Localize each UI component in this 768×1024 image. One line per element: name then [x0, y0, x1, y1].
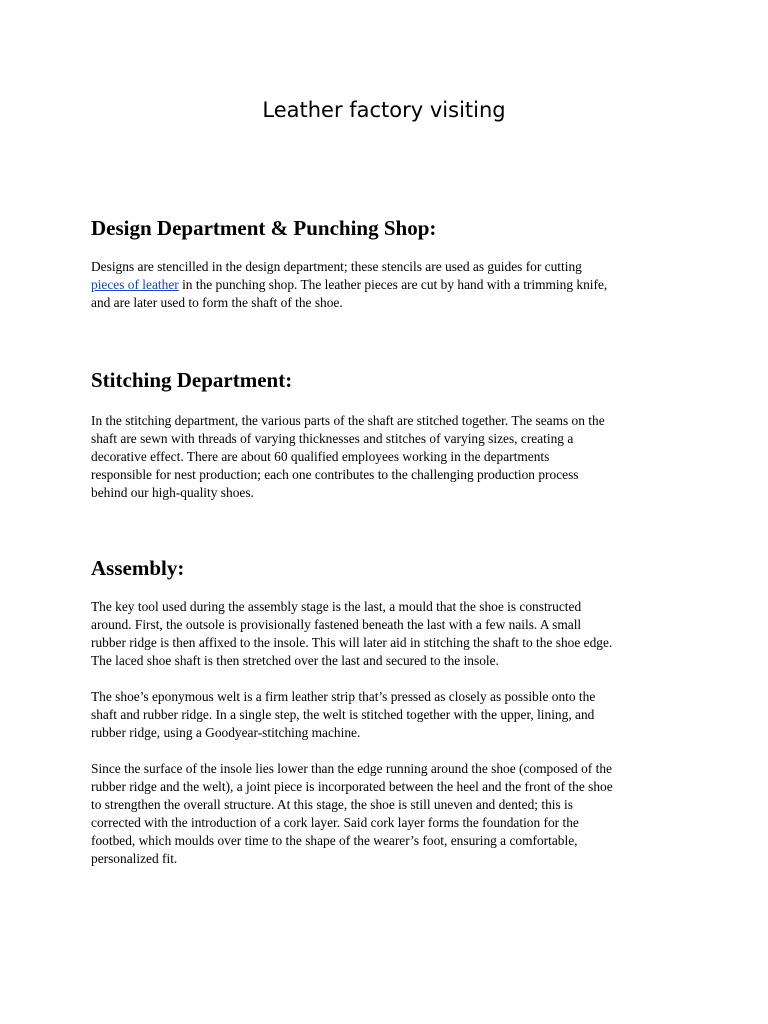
- paragraph-text: Designs are stencilled in the design department; these stencils are used as guides for cutting: [91, 259, 582, 274]
- section-heading-assembly: Assembly:: [91, 556, 185, 580]
- document-title: Leather factory visiting: [262, 98, 506, 122]
- paragraph-design: [91, 258, 691, 312]
- paragraph-text: in the punching shop. The leather pieces are cut by hand with a trimming knife, and are later used to form the shaft of the shoe.: [91, 276, 608, 310]
- paragraph-assembly-3: Since the surface of the insole lies lower than the edge running around the shoe (composed of the rubber ridge and the welt), a joint piece is incorporated between the heel and the front of the shoe to strengthen the overall structure. At this stage, the shoe is still uneven and dented; this is corrected with the introduction of a cork layer. Said cork layer forms the foundation for the footbed, which moulds over time to the shape of the wearer’s foot, ensuring a comfortable, personalized fit.: [91, 761, 613, 866]
- pieces-of-leather-link[interactable]: pieces of leather: [91, 276, 179, 292]
- paragraph-assembly-1: The key tool used during the assembly stage is the last, a mould that the shoe is constructed around. First, the outsole is provisionally fastened beneath the last with a few nails. A small rubber ridge is then affixed to the insole. This will later aid in stitching the shaft to the shoe edge. The laced shoe shaft is then stretched over the last and secured to the insole.: [91, 599, 613, 668]
- section-heading-stitching: Stitching Department:: [91, 368, 293, 392]
- section-heading-design: Design Department & Punching Shop:: [91, 216, 437, 240]
- paragraph-stitching: In the stitching department, the various parts of the shaft are stitched together. The seams on the shaft are sewn with threads of varying thicknesses and stitches of varying sizes, creating a decorative effect. There are about 60 qualified employees working in the departments responsible for nest production; each one contributes to the challenging production process behind our high-quality shoes.: [91, 413, 605, 500]
- paragraph-assembly-2: The shoe’s eponymous welt is a firm leather strip that’s pressed as closely as possible onto the shaft and rubber ridge. In a single step, the welt is stitched together with the upper, lining, and rubber ridge, using a Goodyear-stitching machine.: [91, 689, 596, 740]
